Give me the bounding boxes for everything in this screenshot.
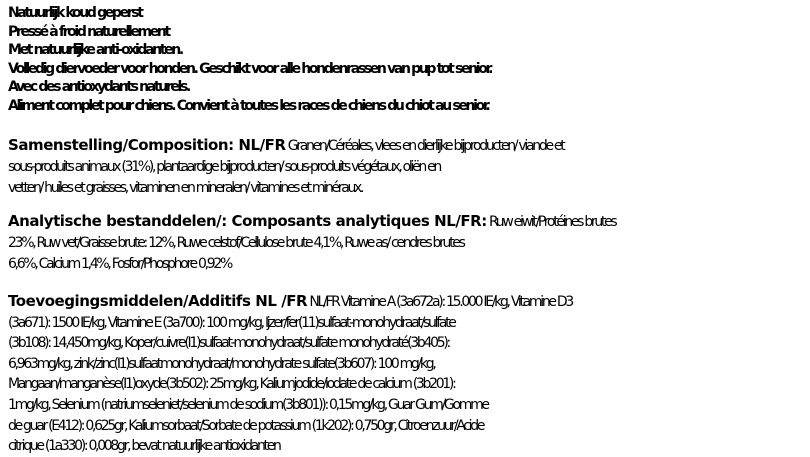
composition-line: sous-produits animaux (31%), plantaardige bijproducten/ sous-produits végétaux, oliën en — [8, 159, 441, 175]
intro-line: Aliment complet pour chiens. Convient à toutes les races de chiens du chiot au senior. — [8, 97, 489, 114]
composition-line: vetten/ huiles et graisses, vitaminen en mineralen/ vitamines et minéraux. — [8, 180, 363, 196]
intro-line: Met natuurlijke anti-oxidanten. — [8, 42, 182, 59]
analytical-text: Ruw eiwit/Protéines brutes — [486, 214, 616, 230]
composition-line — [8, 135, 808, 157]
analytical-line: 23%, Ruw vet/Graisse brute: 12%, Ruwe celstof/Cellulose brute 4,1%, Ruwe as/ cendres brutes — [8, 235, 464, 251]
additives-line: (3b108): 14,450mg/kg, Koper/cuivre(I1)sulfaat-monohydraat/sulfate monohydraté(3b405): — [8, 335, 449, 352]
intro-line: Volledig diervoeder voor honden. Geschikt voor alle hondenrassen van pup tot senior. — [8, 60, 492, 77]
additives-line: 1mg/kg, Selenium (natriumseleniet/selenium de sodium(3b801)): 0,15mg/kg, Guar Gum/Gomme — [8, 396, 488, 413]
additives-line: citrique (1a330): 0,008gr, bevat natuurlijke antioxidanten — [8, 438, 280, 455]
additives-line: (3a671): 1500 IE/kg, Vitamine E (3a700): 100 mg/kg, Ijzer/fer(11)sulfaat-monohydraat/sulfate — [8, 314, 455, 331]
additives-line: Mangaan/manganèse(I1)oxyde(3b502): 25mg/kg, Kaliumjodide/iodate de calcium (3b201): — [8, 376, 455, 393]
additives-section — [8, 291, 808, 457]
additives-line — [8, 291, 808, 313]
analytical-section — [8, 211, 808, 275]
composition-section — [8, 135, 808, 199]
additives-label: Toevoegingsmiddelen/Additifs NL /FR — [8, 292, 308, 310]
additives-line: 6,963mg/kg, zink/zinc(I1)sulfaatmonohydraat/monohydrate sulfate(3b607): 100 mg/kg, — [8, 355, 435, 372]
composition-text: Granen/Céréales, vlees en dierlijke bijproducten/ viande et — [285, 138, 564, 154]
intro-line: Natuurlijk koud geperst — [8, 5, 142, 21]
additives-text: NL/FR Vitamine A (3a672a): 15.000 IE/kg, Vitamine D3 — [307, 294, 572, 310]
intro-text — [8, 4, 808, 116]
analytical-label: Analytische bestanddelen/: Composants analytiques NL/FR: — [8, 212, 487, 230]
composition-label: Samenstelling/Composition: NL/FR — [8, 136, 286, 154]
intro-line: Pressé à froid naturellement — [8, 23, 169, 40]
intro-line: Avec des antioxydants naturels. — [8, 79, 189, 96]
analytical-line — [8, 211, 808, 233]
analytical-line: 6,6%, Calcium 1,4%, Fosfor/Phosphore 0,92% — [8, 256, 231, 272]
additives-line: de guar (E412): 0,625gr, Kaliumsorbaat/Sorbate de potassium (1k202): 0,750gr, Citroenzuur/Acide — [8, 417, 484, 434]
